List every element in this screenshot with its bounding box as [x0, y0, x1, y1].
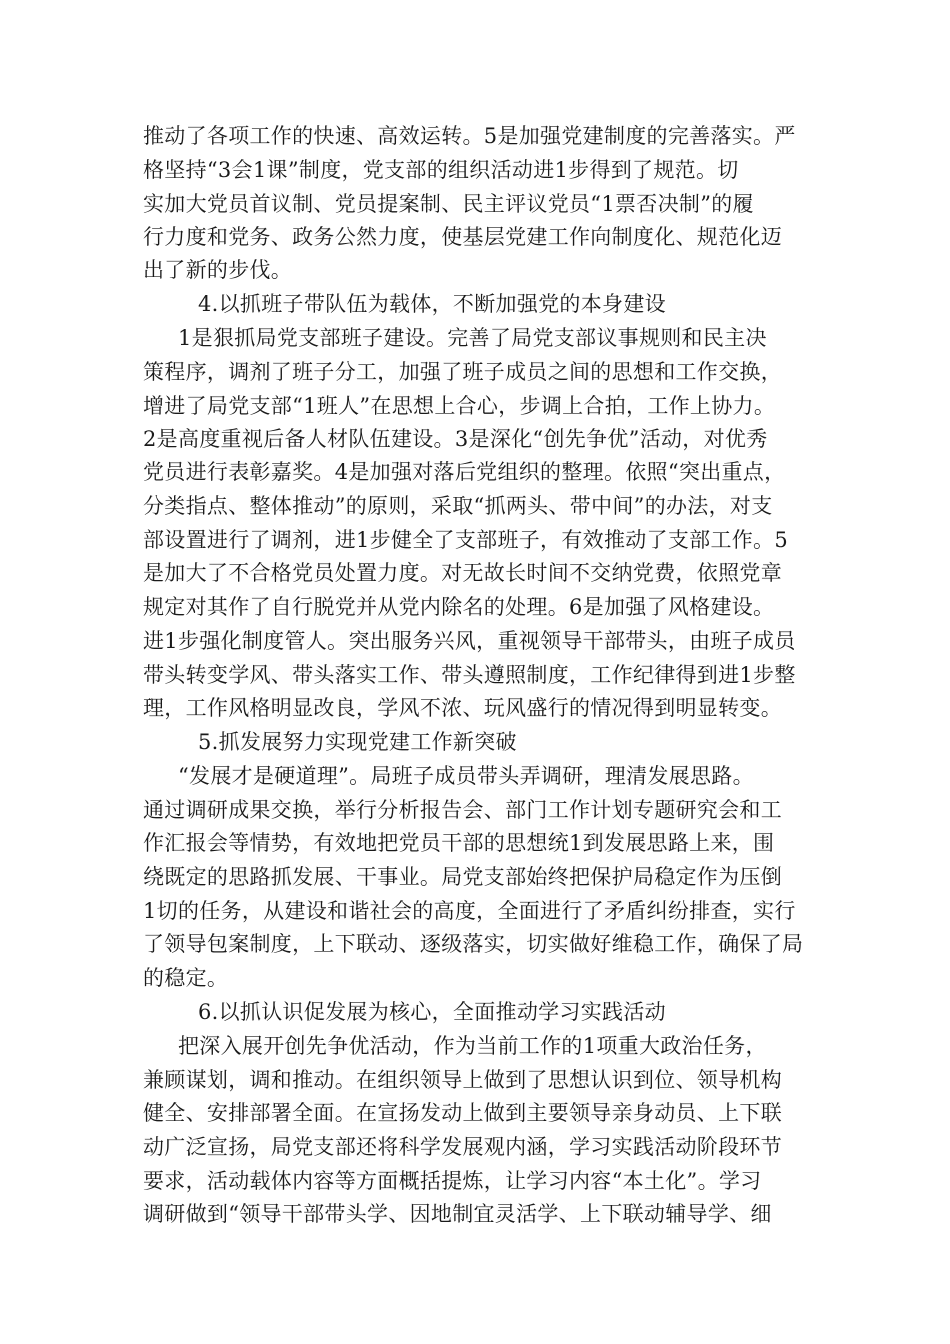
text-line: 了领导包案制度，上下联动、逐级落实，切实做好维稳工作，确保了局: [143, 932, 804, 956]
text-line: “发展才是硬道理”。局班子成员带头弄调研，理清发展思路。: [178, 764, 754, 788]
text-line: 格坚持“3会1课”制度，党支部的组织活动进1步得到了规范。切: [143, 158, 739, 182]
text-line: 策程序，调剂了班子分工，加强了班子成员之间的思想和工作交换，: [143, 360, 782, 384]
text-line: 调研做到“领导干部带头学、因地制宜灵活学、上下联动辅导学、细: [143, 1202, 772, 1226]
text-line: 动广泛宣扬，局党支部还将科学发展观内涵，学习实践活动阶段环节: [143, 1135, 782, 1159]
text-line: 绕既定的思路抓发展、干事业。局党支部始终把保护局稳定作为压倒: [143, 865, 782, 889]
text-line: 作汇报会等情势，有效地把党员干部的思想统1到发展思路上来，围: [143, 831, 775, 855]
text-line: 带头转变学风、带头落实工作、带头遵照制度，工作纪律得到进1步整: [143, 663, 796, 687]
text-line: 是加大了不合格党员处置力度。对无故长时间不交纳党费，依照党章: [143, 561, 782, 585]
text-line: 要求，活动载体内容等方面概括提炼，让学习内容“本土化”。学习: [143, 1169, 762, 1193]
text-line: 出了新的步伐。: [143, 258, 293, 282]
text-line: 1切的任务，从建设和谐社会的高度，全面进行了矛盾纠纷排查，实行: [143, 899, 796, 923]
text-line: 把深入展开创先争优活动，作为当前工作的1项重大政治任务，: [178, 1034, 767, 1058]
text-line: 党员进行表彰嘉奖。4是加强对落后党组织的整理。依照“突出重点，: [143, 460, 786, 484]
text-line: 通过调研成果交换，举行分析报告会、部门工作计划专题研究会和工: [143, 798, 782, 822]
section-heading: 6.以抓认识促发展为核心，全面推动学习实践活动: [198, 1000, 666, 1024]
text-line: 的稳定。: [143, 966, 229, 990]
text-line: 兼顾谋划，调和推动。在组织领导上做到了思想认识到位、领导机构: [143, 1068, 782, 1092]
text-line: 增进了局党支部“1班人”在思想上合心，步调上合拍，工作上协力。: [143, 394, 776, 418]
text-line: 行力度和党务、政务公然力度，使基层党建工作向制度化、规范化迈: [143, 225, 782, 249]
text-line: 1是狠抓局党支部班子建设。完善了局党支部议事规则和民主决: [178, 326, 767, 350]
text-line: 进1步强化制度管人。突出服务兴风，重视领导干部带头，由班子成员: [143, 629, 796, 653]
text-line: 健全、安排部署全面。在宣扬发动上做到主要领导亲身动员、上下联: [143, 1101, 782, 1125]
text-line: 理，工作风格明显改良，学风不浓、玩风盛行的情况得到明显转变。: [143, 696, 782, 720]
text-line: 实加大党员首议制、党员提案制、民主评议党员“1票否决制”的履: [143, 192, 754, 216]
section-heading: 5.抓发展努力实现党建工作新突破: [198, 730, 517, 754]
text-line: 部设置进行了调剂，进1步健全了支部班子，有效推动了支部工作。5: [143, 528, 789, 552]
text-line: 规定对其作了自行脱党并从党内除名的处理。6是加强了风格建设。: [143, 595, 775, 619]
text-line: 推动了各项工作的快速、高效运转。5是加强党建制度的完善落实。严: [143, 124, 796, 148]
text-line: 分类指点、整体推动”的原则，采取“抓两头、带中间”的办法，对支: [143, 494, 773, 518]
text-line: 2是高度重视后备人材队伍建设。3是深化“创先争优”活动，对优秀: [143, 427, 768, 451]
section-heading: 4.以抓班子带队伍为载体，不断加强党的本身建设: [198, 292, 666, 316]
